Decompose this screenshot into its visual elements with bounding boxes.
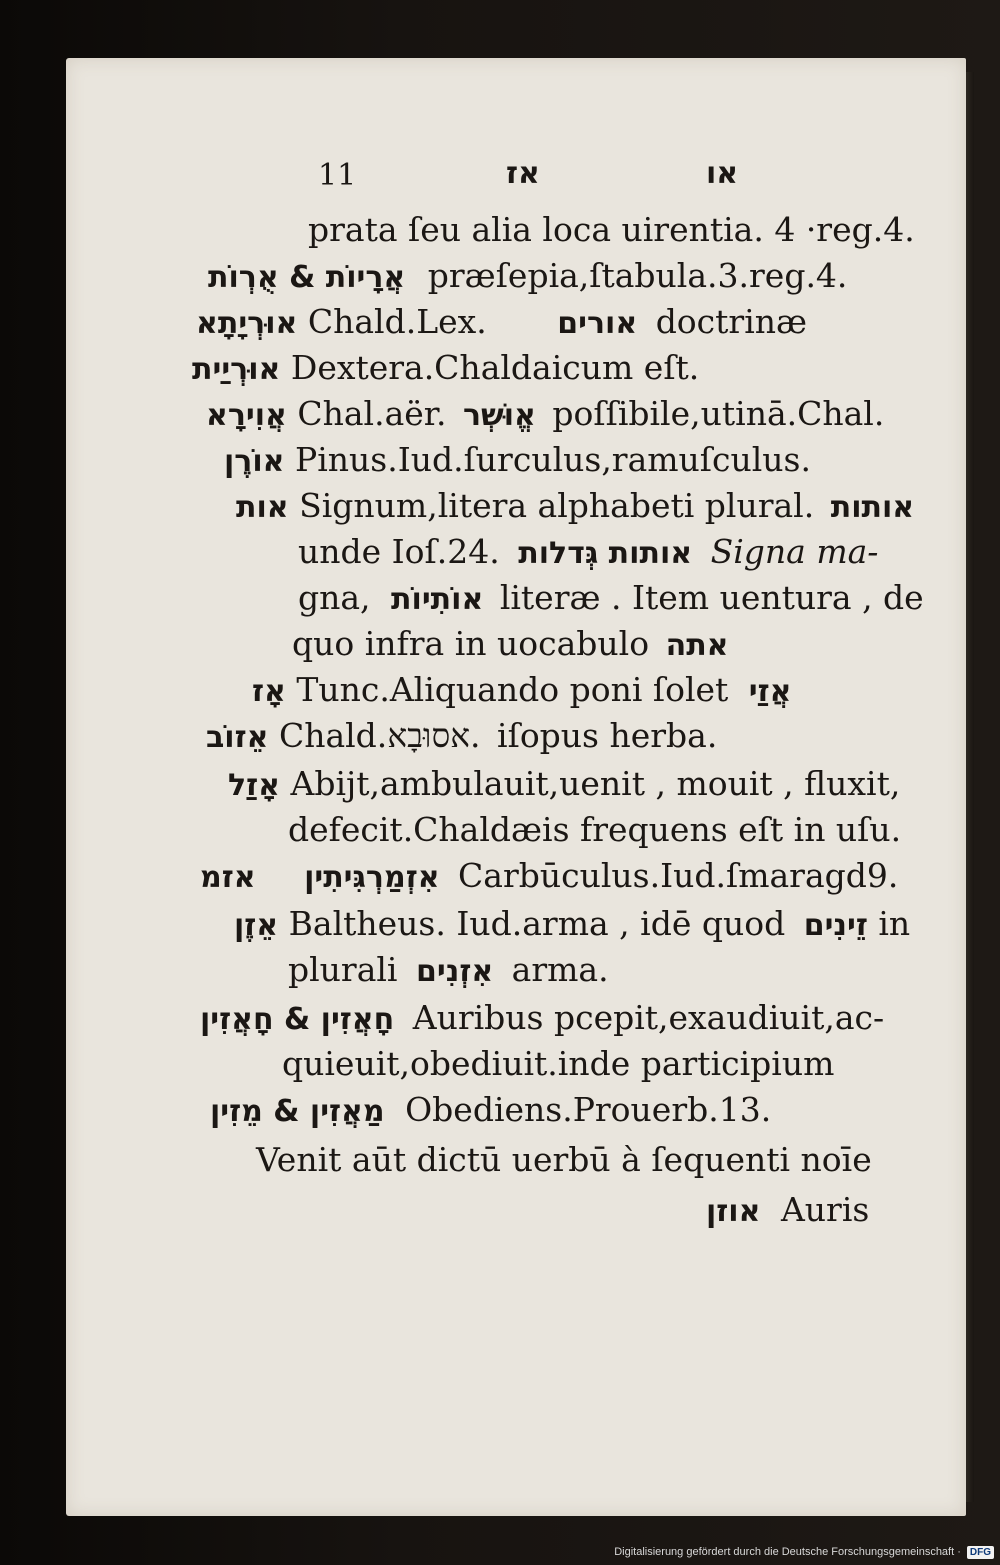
entry-line (288, 810, 901, 850)
latin-text: literæ . Item uentura , de (499, 578, 924, 617)
hebrew-headword: אִזְמַרְגִּיתִין (304, 860, 440, 895)
hebrew-word: אֲזַי (748, 674, 792, 709)
entry-line (206, 716, 717, 758)
latin-text: Tunc.Aliquando poni ſolet (296, 670, 729, 709)
entry-line (200, 856, 898, 898)
hebrew-headword: אֵזֶן (234, 908, 279, 943)
entry-line (298, 578, 924, 620)
center-heading: אז (506, 156, 540, 191)
latin-text: defecit.Chaldæis frequens eſt in uſu. (288, 810, 902, 849)
entry-line (292, 624, 729, 666)
entry-line (288, 950, 609, 992)
hebrew-word: זֵינִים (803, 908, 868, 943)
latin-text: Dextera.Chaldaicum eſt. (290, 348, 700, 387)
entry-line (206, 394, 884, 436)
entry-line (210, 1090, 771, 1132)
entry-line (236, 486, 914, 528)
latin-text: Chald.Lex. (307, 302, 487, 341)
footer-text: Digitalisierung gefördert durch die Deutsche Forschungsgemeinschaft · (614, 1546, 961, 1558)
catchword: Auris (780, 1190, 870, 1229)
right-heading: או (706, 156, 739, 191)
hebrew-word: אזמ (200, 860, 256, 895)
latin-text: Pinus.Iud.ſurculus,ramuſculus. (295, 440, 811, 479)
hebrew-word: אִזְנִים (416, 954, 494, 989)
latin-text: Chald.אסוּבָא. (278, 716, 481, 755)
hebrew-word: אֱוּשְׁר (462, 398, 536, 433)
hebrew-word: אותות גְּדלות (518, 536, 693, 571)
latin-text: quo infra in uocabulo (292, 624, 650, 663)
hebrew-headword: מַאֲזִין & מֵזִין (210, 1094, 385, 1129)
latin-text: Carbūculus.Iud.ſmaragd9. (458, 856, 899, 895)
entry-line (228, 764, 900, 806)
entry-line (192, 348, 699, 390)
latin-text: unde Ioſ.24. (298, 532, 500, 571)
entry-line (224, 440, 811, 482)
hebrew-word: אתה (665, 628, 729, 663)
hebrew-headword: אות (236, 490, 289, 525)
latin-text: Signa ma- (710, 532, 879, 571)
latin-text: Abijt,ambulauit,uenit , mouit , fluxit, (290, 764, 901, 803)
entry-line (252, 670, 791, 712)
latin-text: plurali (288, 950, 398, 989)
latin-text: Baltheus. Iud.arma , idē quod (288, 904, 786, 943)
latin-text: in (878, 904, 911, 943)
digitization-footer (614, 1539, 1000, 1565)
latin-text: Auribus pcepit,exaudiuit,ac- (412, 998, 885, 1037)
page-number: 11 (318, 158, 357, 193)
latin-text: arma. (511, 950, 609, 989)
latin-text: prata ſeu alia loca uirentia. 4 ·reg.4. (308, 210, 915, 249)
entry-line (308, 210, 915, 250)
latin-text: Obediens.Prouerb.13. (405, 1090, 772, 1129)
hebrew-word: אוזן (706, 1194, 761, 1229)
hebrew-headword: אֲרָיוֹת & אֻרְוֹת (208, 260, 406, 295)
entry-line (208, 256, 847, 298)
hebrew-headword: אוּרְיָתָא (196, 306, 298, 341)
hebrew-headword: חָאֲזִין & חָאֲזִין (200, 1002, 395, 1037)
hebrew-headword: אֵזוֹב (206, 720, 269, 755)
entry-line (298, 532, 878, 574)
latin-text: quieuit,obediuit.inde participium (282, 1044, 835, 1083)
hebrew-headword: אוֹרֶן (224, 444, 285, 479)
latin-text: poſſibile,utinā.Chal. (552, 394, 885, 433)
hebrew-word: אוֹתִיוֹת (391, 582, 484, 617)
hebrew-headword: אָזַל (228, 768, 281, 803)
hebrew-word: אותות (830, 490, 915, 525)
entry-line (234, 904, 910, 946)
entry-line (256, 1140, 872, 1180)
entry-line (196, 302, 807, 344)
latin-text: Signum,litera alphabeti plural. (299, 486, 815, 525)
hebrew-headword: אֲוִירָא (206, 398, 287, 433)
dfg-logo: DFG (967, 1546, 994, 1559)
latin-text: præſepia,ſtabula.3.reg.4. (427, 256, 848, 295)
latin-text: Venit aūt dictū uerbū à ſequenti noīe (256, 1140, 872, 1179)
hebrew-headword: אָז (252, 674, 286, 709)
entry-line (282, 1044, 834, 1084)
entry-line (200, 998, 884, 1040)
latin-text: gna, (298, 578, 371, 617)
latin-text: Chal.aër. (297, 394, 447, 433)
hebrew-headword: אוּרְיַית (192, 352, 281, 387)
latin-text: iſopus herba. (497, 716, 718, 755)
hebrew-word: אורים (557, 306, 638, 341)
latin-text: doctrinæ (655, 302, 808, 341)
entry-line (706, 1190, 869, 1232)
